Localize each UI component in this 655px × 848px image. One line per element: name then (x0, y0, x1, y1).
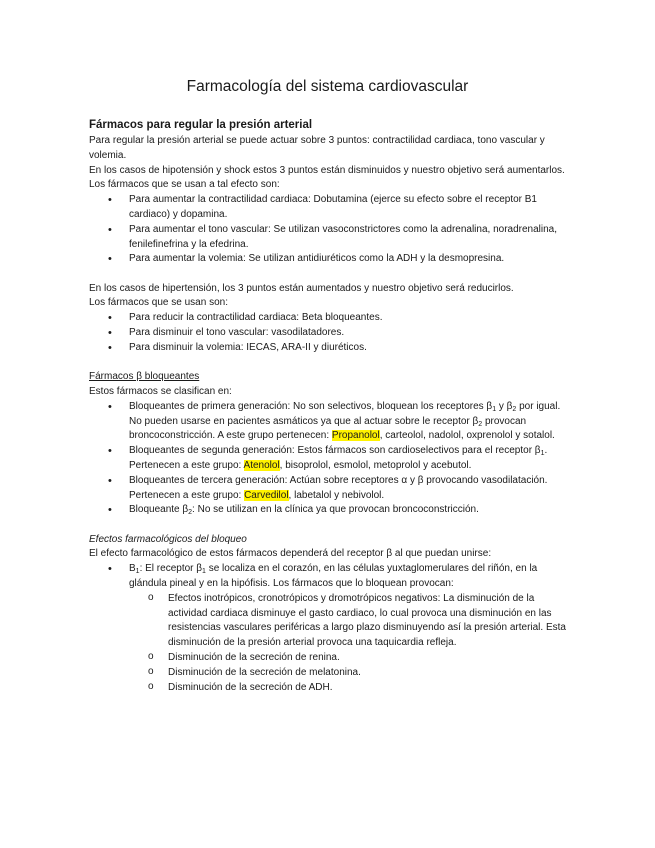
list-item: • Para aumentar el tono vascular: Se utilizan vasoconstrictores como la adrenalina, noradrenalina, fenilefinefrina y la efedrina. (129, 223, 569, 253)
highlighted-drug: Atenolol (243, 459, 280, 471)
list-item-first-generation: • Bloqueantes de primera generación: No son selectivos, bloquean los receptores $\beta_1$ y $\beta_2$ por igual. No pueden usarse en pacientes asmáticos ya que al actuar sobre le receptor $\beta_2$ provocan broncoconstricción. A este grupo pertenecen: Propanolol, carteolol, nadolol, oxprenolol y sotalol. (129, 400, 569, 444)
paragraph: En los casos de hipotensión y shock estos 3 puntos están disminuidos y nuestro objetivo será aumentarlos. (89, 164, 565, 176)
paragraph: Estos fármacos se clasifican en: (89, 385, 232, 397)
document-body (89, 118, 569, 695)
sub-list-item: o Disminución de la secreción de renina. (168, 651, 569, 666)
sub-list-item: o Efectos inotrópicos, cronotrópicos y dromotrópicos negativos: La disminución de la actividad cardiaca disminuye el gasto cardiaco, lo cual provoca una disminución en las resistencias vasculares periféricas a largo plazo disminuyendo así la presión arterial. Esta disminución de la presión arterial provoca una taquicardia refleja. (168, 592, 569, 651)
list-item-second-generation: • Bloqueantes de segunda generación: Estos fármacos son cardioselectivos para el receptor $\beta_1$. Pertenecen a este grupo: Atenolol, bisoprolol, esmolol, metoprolol y acebutol. (129, 444, 569, 474)
sub-list-item: o Disminución de la secreción de melatonina. (168, 666, 569, 681)
highlighted-drug: Carvedilol (244, 489, 289, 501)
list-item-third-generation: • Bloqueantes de tercera generación: Actúan sobre receptores α y β provocando vasodilatación. Pertenecen a este grupo: Carvedilol, labetalol y nebivolol. (129, 474, 569, 504)
sub-list-item: o Disminución de la secreción de ADH. (168, 681, 569, 696)
list-item: • Para disminuir el tono vascular: vasodilatadores. (129, 326, 569, 341)
sub-list-effects (129, 592, 569, 696)
highlighted-drug: Propanolol (331, 430, 380, 442)
paragraph: Los fármacos que se usan a tal efecto son: (89, 179, 280, 191)
bullet-list-receptors (89, 562, 569, 695)
paragraph: El efecto farmacológico de estos fármacos dependerá del receptor β al que puedan unirse: (89, 548, 492, 560)
bullet-list-generations (89, 400, 569, 518)
document-title: Farmacología del sistema cardiovascular (186, 78, 469, 95)
bullet-list-hypotension (89, 193, 569, 267)
paragraph: En los casos de hipertensión, los 3 puntos están aumentados y nuestro objetivo será reducirlos. (89, 282, 514, 294)
list-item: • Para reducir la contractilidad cardiaca: Beta bloqueantes. (129, 311, 569, 326)
list-item: • Para disminuir la volemia: IECAS, ARA-II y diuréticos. (129, 341, 569, 356)
paragraph: Para regular la presión arterial se puede actuar sobre 3 puntos: contractilidad cardiaca, tono vascular y volemia. (89, 135, 545, 161)
paragraph: Los fármacos que se usan son: (89, 297, 228, 309)
bullet-list-hypertension (89, 311, 569, 355)
list-item: • Para aumentar la volemia: Se utilizan antidiuréticos como la ADH y la desmopresina. (129, 252, 569, 267)
section-heading-pharmacological-effects: Efectos farmacológicos del bloqueo (89, 533, 247, 545)
list-item: • Para aumentar la contractilidad cardiaca: Dobutamina (ejerce su efecto sobre el receptor B1 cardiaco) y dopamina. (129, 193, 569, 223)
list-item-beta2-blocker: • Bloqueante $\beta_2$: No se utilizan en la clínica ya que provocan broncoconstricción. (129, 503, 569, 518)
section-heading-beta-blockers: Fármacos β bloqueantes (89, 371, 200, 383)
list-item-b1-receptor: • $B_1$: El receptor $\beta_1$ se localiza en el corazón, en las células yuxtaglomerulares del riñón, en la glándula pineal y en la hipófisis. Los fármacos que lo bloquean provocan: o Efectos inotrópicos, cronotrópicos y dromotrópicos negativos: La disminución de la actividad cardiaca disminuye el gasto cardiaco, lo cual provoca una disminución en las resistencias vasculares periféricas a largo plazo disminuyendo así la presión arterial. Esta disminución de la presión arterial provoca una taquicardia refleja. o Disminución de la secreción de renina. o Disminución de la secreción de melatonina. o Disminución de la secreción de ADH. (129, 562, 569, 695)
section-heading-blood-pressure: Fármacos para regular la presión arterial (89, 119, 313, 131)
